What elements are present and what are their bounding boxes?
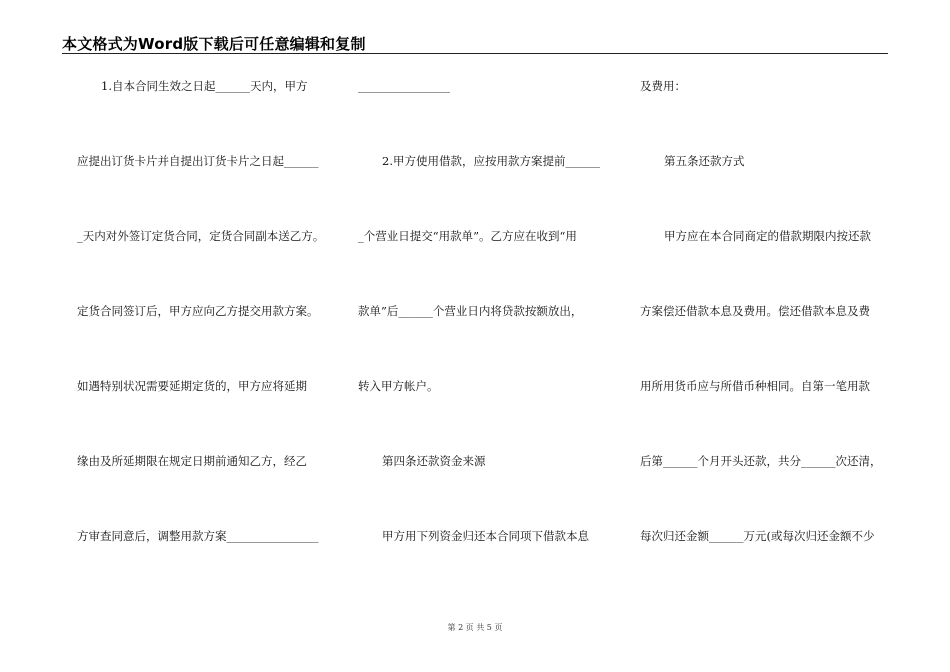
text-line: 每次归还金额______万元(或每次归还金额不少 (640, 529, 875, 543)
text-line: ________________ (358, 79, 450, 93)
text-line: _个营业日提交“用款单”。乙方应在收到“用 (358, 229, 577, 243)
section-heading: 第五条还款方式 (664, 154, 745, 168)
text-line: _天内对外签订定货合同，定货合同副本送乙方。 (77, 229, 325, 243)
text-line: 方案偿还借款本息及费用。偿还借款本息及费 (640, 304, 870, 318)
document-header-title: 本文格式为Word版下载后可任意编辑和复制 (62, 35, 366, 53)
text-line: 款单”后______个营业日内将贷款按额放出， (358, 304, 583, 318)
text-line: 甲方用下列资金归还本合同项下借款本息 (382, 529, 589, 543)
text-line: 甲方应在本合同商定的借款期限内按还款 (664, 229, 871, 243)
text-line: 2.甲方使用借款，应按用款方案提前______ (382, 154, 600, 168)
text-line: 转入甲方帐户。 (358, 379, 439, 393)
text-line: 及费用： (640, 79, 686, 93)
page-number: 第 2 页 共 5 页 (447, 623, 503, 632)
text-line: 方审查同意后，调整用款方案________________ (77, 529, 319, 543)
text-line: 后第______个月开头还款，共分______次还清， (640, 454, 882, 468)
text-line: 1.自本合同生效之日起______天内，甲方 (101, 79, 308, 93)
text-line: 用所用货币应与所借币种相同。自第一笔用款 (640, 379, 870, 393)
text-line: 定货合同签订后，甲方应向乙方提交用款方案。 (77, 304, 319, 318)
section-heading: 第四条还款资金来源 (382, 454, 486, 468)
text-line: 应提出订货卡片并自提出订货卡片之日起______ (77, 154, 319, 168)
text-line: 如遇特别状况需要延期定货的，甲方应将延期 (77, 379, 307, 393)
header-divider (62, 53, 888, 54)
text-line: 缘由及所延期限在规定日期前通知乙方，经乙 (77, 454, 307, 468)
